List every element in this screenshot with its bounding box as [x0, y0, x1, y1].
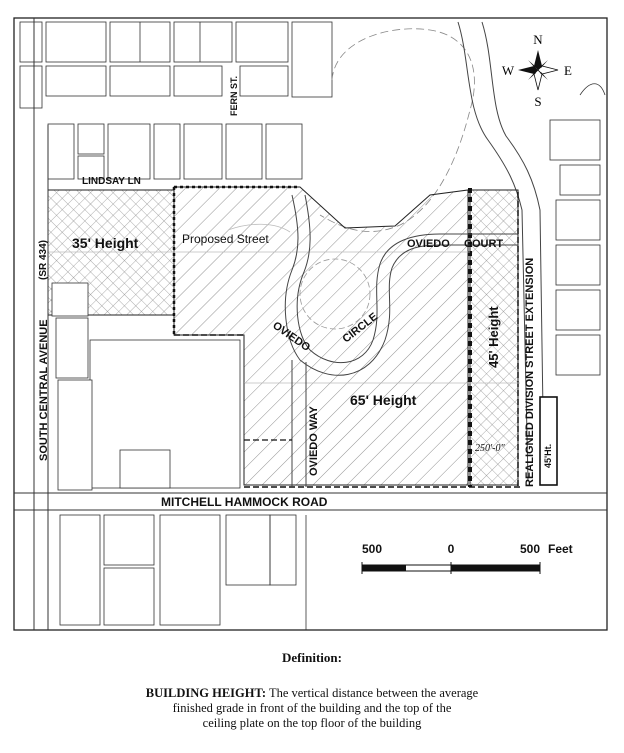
- definition-line-1: [0, 686, 624, 701]
- label-35-height: 35' Height: [72, 235, 139, 251]
- label-south-central: SOUTH CENTRAL AVENUE: [38, 319, 50, 461]
- label-oviedo-way: OVIEDO WAY: [308, 406, 320, 476]
- label-65-height: 65' Height: [350, 392, 417, 408]
- label-oviedo-circle-b: CIRCLE: [340, 310, 381, 346]
- label-realigned-division: REALIGNED DIVISION STREET EXTENSION: [524, 257, 536, 487]
- scale-unit-label: Feet: [548, 542, 573, 556]
- definition-line-3: ceiling plate on the top floor of the building: [202, 716, 422, 730]
- definition-text-1: The vertical distance between the average: [268, 686, 479, 700]
- label-45-height: 45' Height: [486, 306, 501, 368]
- zone-45-height-small: [540, 397, 557, 485]
- compass-s: S: [534, 94, 542, 109]
- label-45-ht-small: 45'Ht.: [543, 443, 553, 468]
- label-oviedo-court-a: OVIEDO: [407, 238, 450, 250]
- definition-title: Definition:: [282, 650, 342, 665]
- definition-line-2: finished grade in front of the building and the top of the: [172, 701, 452, 715]
- compass-n: N: [533, 32, 543, 47]
- definition-term: BUILDING HEIGHT:: [145, 686, 267, 700]
- compass-e: E: [564, 63, 572, 78]
- scale-zero-label: 0: [447, 542, 455, 556]
- label-lindsay-ln: LINDSAY LN: [82, 176, 141, 187]
- definition-body: [0, 686, 624, 731]
- label-dimension: 250'-0": [475, 443, 505, 454]
- label-oviedo-court-b: COURT: [464, 238, 504, 250]
- label-oviedo-circle-a: OVIEDO: [270, 319, 313, 355]
- scale-left-label: 500: [361, 542, 383, 556]
- scale-right-label: 500: [519, 542, 541, 556]
- label-fern-st: FERN ST.: [229, 75, 239, 116]
- label-sr434: (SR 434): [38, 239, 49, 280]
- label-mitchell-hammock: MITCHELL HAMMOCK ROAD: [161, 495, 328, 509]
- label-proposed-street: Proposed Street: [182, 232, 269, 246]
- compass-w: W: [501, 63, 515, 78]
